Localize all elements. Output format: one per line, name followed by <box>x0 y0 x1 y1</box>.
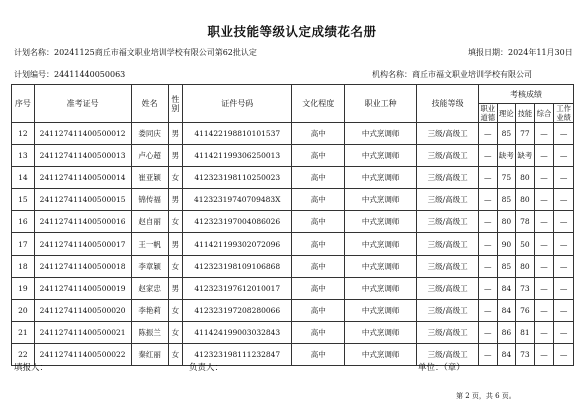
cell-edu: 高中 <box>292 145 345 167</box>
cell-level: 三级/高级工 <box>417 321 479 343</box>
table-row <box>12 233 574 255</box>
col-scores-group: 考核成绩 <box>479 85 574 104</box>
owner-label: 负责人： <box>189 363 224 373</box>
page-number: 第 2 页，共 6 页。 <box>456 392 516 400</box>
cell-seq: 19 <box>12 277 35 299</box>
cell-seq: 17 <box>12 233 35 255</box>
cell-edu: 高中 <box>292 255 345 277</box>
table-row <box>12 321 574 343</box>
cell-gender: 女 <box>168 343 182 365</box>
cell-level: 三级/高级工 <box>417 343 479 365</box>
cell-work: — <box>554 123 574 145</box>
cell-seq: 14 <box>12 167 35 189</box>
cell-gender: 女 <box>168 167 182 189</box>
cell-level: 三级/高级工 <box>417 233 479 255</box>
table-row <box>12 255 574 277</box>
cell-gender: 男 <box>168 189 182 211</box>
cell-ethics: — <box>479 233 498 255</box>
cell-theory: 75 <box>497 167 516 189</box>
cell-edu: 高中 <box>292 167 345 189</box>
cell-edu: 高中 <box>292 321 345 343</box>
page-title: 职业技能等级认定成绩花名册 <box>207 24 377 39</box>
unit-seal-label: 单位：（章） <box>418 363 465 373</box>
cell-name: 李艳莉 <box>131 299 168 321</box>
cell-ticket: 241127411400500013 <box>34 145 131 167</box>
cell-level: 三级/高级工 <box>417 145 479 167</box>
cell-skill: 80 <box>516 255 535 277</box>
table-header <box>12 85 574 123</box>
cell-name: 陈振兰 <box>131 321 168 343</box>
cell-gender: 男 <box>168 123 182 145</box>
col-job: 职业工种 <box>345 85 417 123</box>
cell-theory: 84 <box>497 299 516 321</box>
cell-overall: — <box>534 145 554 167</box>
table-row <box>12 123 574 145</box>
cell-level: 三级/高级工 <box>417 277 479 299</box>
cell-id: 412323198109106868 <box>183 255 292 277</box>
cell-job: 中式烹调师 <box>345 343 417 365</box>
cell-work: — <box>554 145 574 167</box>
cell-theory: 85 <box>497 189 516 211</box>
cell-job: 中式烹调师 <box>345 189 417 211</box>
cell-work: — <box>554 211 574 233</box>
cell-skill: 80 <box>516 167 535 189</box>
cell-gender: 女 <box>168 255 182 277</box>
cell-seq: 13 <box>12 145 35 167</box>
cell-overall: — <box>534 167 554 189</box>
cell-theory: 90 <box>497 233 516 255</box>
cell-ethics: — <box>479 277 498 299</box>
cell-job: 中式烹调师 <box>345 167 417 189</box>
cell-theory: 缺考 <box>497 145 516 167</box>
cell-work: — <box>554 299 574 321</box>
cell-ethics: — <box>479 123 498 145</box>
fill-date: 填报日期：2024年11月30日 <box>468 48 573 57</box>
col-skill: 技能 <box>516 104 535 123</box>
table-row <box>12 277 574 299</box>
cell-work: — <box>554 233 574 255</box>
cell-edu: 高中 <box>292 211 345 233</box>
cell-skill: 73 <box>516 277 535 299</box>
col-seq: 序号 <box>12 85 35 123</box>
cell-id: 412323197208280066 <box>183 299 292 321</box>
cell-skill: 73 <box>516 343 535 365</box>
cell-seq: 15 <box>12 189 35 211</box>
col-gender: 性别 <box>168 85 182 123</box>
table-row <box>12 189 574 211</box>
cell-seq: 21 <box>12 321 35 343</box>
plan-name: 计划名称：20241125商丘市福文职业培训学校有限公司第62批认定 <box>14 48 257 57</box>
cell-skill: 81 <box>516 321 535 343</box>
cell-id: 411424199003032843 <box>183 321 292 343</box>
cell-ticket: 241127411400500016 <box>34 211 131 233</box>
cell-overall: — <box>534 277 554 299</box>
cell-theory: 80 <box>497 211 516 233</box>
cell-ethics: — <box>479 145 498 167</box>
cell-theory: 84 <box>497 277 516 299</box>
cell-work: — <box>554 321 574 343</box>
cell-id: 412323198110250023 <box>183 167 292 189</box>
cell-id: 41232319740709483X <box>183 189 292 211</box>
cell-id: 411422198810101537 <box>183 123 292 145</box>
cell-gender: 女 <box>168 299 182 321</box>
filler-label: 填报人： <box>14 363 49 373</box>
cell-edu: 高中 <box>292 299 345 321</box>
cell-name: 崔亚颖 <box>131 167 168 189</box>
cell-job: 中式烹调师 <box>345 321 417 343</box>
cell-name: 卢心超 <box>131 145 168 167</box>
cell-edu: 高中 <box>292 123 345 145</box>
cell-id: 411421199306250013 <box>183 145 292 167</box>
cell-ethics: — <box>479 167 498 189</box>
cell-name: 赵自丽 <box>131 211 168 233</box>
cell-overall: — <box>534 343 554 365</box>
cell-level: 三级/高级工 <box>417 211 479 233</box>
cell-skill: 76 <box>516 299 535 321</box>
cell-level: 三级/高级工 <box>417 299 479 321</box>
col-ethics: 职业道德 <box>480 104 496 122</box>
col-name: 姓名 <box>131 85 168 123</box>
cell-work: — <box>554 255 574 277</box>
cell-job: 中式烹调师 <box>345 123 417 145</box>
table-row <box>12 167 574 189</box>
cell-name: 赵家忠 <box>131 277 168 299</box>
cell-overall: — <box>534 321 554 343</box>
cell-gender: 男 <box>168 233 182 255</box>
table-row <box>12 299 574 321</box>
cell-gender: 女 <box>168 321 182 343</box>
score-roster-table <box>11 84 574 366</box>
cell-overall: — <box>534 211 554 233</box>
cell-skill: 缺考 <box>516 145 535 167</box>
cell-name: 秦红丽 <box>131 343 168 365</box>
cell-ethics: — <box>479 189 498 211</box>
cell-theory: 85 <box>497 255 516 277</box>
cell-work: — <box>554 189 574 211</box>
cell-ticket: 241127411400500021 <box>34 321 131 343</box>
organization-name: 机构名称：商丘市福文职业培训学校有限公司 <box>372 70 532 79</box>
cell-overall: — <box>534 299 554 321</box>
cell-id: 412323197004086026 <box>183 211 292 233</box>
cell-ethics: — <box>479 321 498 343</box>
cell-level: 三级/高级工 <box>417 123 479 145</box>
cell-edu: 高中 <box>292 277 345 299</box>
col-overall: 综合 <box>534 104 554 123</box>
plan-number: 计划编号：24411440050063 <box>14 70 126 79</box>
cell-name: 锦传福 <box>131 189 168 211</box>
cell-job: 中式烹调师 <box>345 145 417 167</box>
cell-edu: 高中 <box>292 189 345 211</box>
cell-work: — <box>554 167 574 189</box>
table-row <box>12 211 574 233</box>
cell-seq: 22 <box>12 343 35 365</box>
cell-ticket: 241127411400500014 <box>34 167 131 189</box>
cell-job: 中式烹调师 <box>345 233 417 255</box>
cell-ethics: — <box>479 255 498 277</box>
cell-edu: 高中 <box>292 343 345 365</box>
table-row <box>12 145 574 167</box>
cell-work: — <box>554 343 574 365</box>
cell-seq: 18 <box>12 255 35 277</box>
cell-skill: 50 <box>516 233 535 255</box>
cell-theory: 85 <box>497 123 516 145</box>
cell-level: 三级/高级工 <box>417 189 479 211</box>
cell-level: 三级/高级工 <box>417 167 479 189</box>
cell-ticket: 241127411400500012 <box>34 123 131 145</box>
cell-id: 412323197612010017 <box>183 277 292 299</box>
cell-skill: 80 <box>516 189 535 211</box>
cell-ethics: — <box>479 299 498 321</box>
cell-job: 中式烹调师 <box>345 255 417 277</box>
cell-name: 娄同庆 <box>131 123 168 145</box>
cell-id: 411421199302072096 <box>183 233 292 255</box>
cell-skill: 77 <box>516 123 535 145</box>
cell-theory: 86 <box>497 321 516 343</box>
cell-seq: 16 <box>12 211 35 233</box>
col-theory: 理论 <box>497 104 516 123</box>
cell-job: 中式烹调师 <box>345 299 417 321</box>
cell-seq: 20 <box>12 299 35 321</box>
cell-ethics: — <box>479 343 498 365</box>
table-body <box>12 123 574 366</box>
cell-skill: 78 <box>516 211 535 233</box>
cell-overall: — <box>534 189 554 211</box>
cell-name: 李章颖 <box>131 255 168 277</box>
cell-ticket: 241127411400500022 <box>34 343 131 365</box>
cell-level: 三级/高级工 <box>417 255 479 277</box>
cell-seq: 12 <box>12 123 35 145</box>
table-row <box>12 343 574 365</box>
col-level: 技能等级 <box>417 85 479 123</box>
cell-edu: 高中 <box>292 233 345 255</box>
cell-theory: 84 <box>497 343 516 365</box>
cell-overall: — <box>534 255 554 277</box>
col-work: 工作业绩 <box>554 104 574 123</box>
cell-ethics: — <box>479 211 498 233</box>
cell-ticket: 241127411400500020 <box>34 299 131 321</box>
cell-ticket: 241127411400500018 <box>34 255 131 277</box>
cell-ticket: 241127411400500017 <box>34 233 131 255</box>
cell-job: 中式烹调师 <box>345 211 417 233</box>
cell-id: 412323198111232847 <box>183 343 292 365</box>
cell-gender: 男 <box>168 277 182 299</box>
cell-work: — <box>554 277 574 299</box>
cell-ticket: 241127411400500019 <box>34 277 131 299</box>
cell-gender: 男 <box>168 145 182 167</box>
cell-overall: — <box>534 233 554 255</box>
cell-gender: 女 <box>168 211 182 233</box>
col-id: 证件号码 <box>183 85 292 123</box>
col-edu: 文化程度 <box>292 85 345 123</box>
cell-overall: — <box>534 123 554 145</box>
col-ticket: 准考证号 <box>34 85 131 123</box>
cell-ticket: 241127411400500015 <box>34 189 131 211</box>
cell-name: 王一帆 <box>131 233 168 255</box>
cell-job: 中式烹调师 <box>345 277 417 299</box>
